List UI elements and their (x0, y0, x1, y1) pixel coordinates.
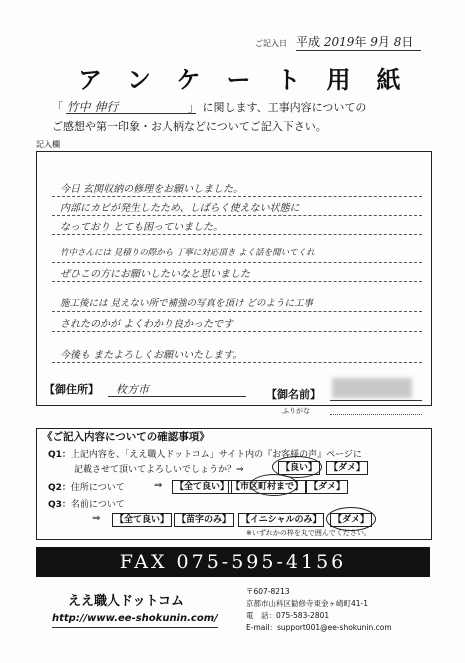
q3-label: Q3： (48, 500, 71, 510)
q1-line-2 (74, 462, 244, 475)
date-day: 8 (393, 35, 402, 49)
entry-label: 記入欄 (36, 140, 60, 149)
name-label: 【御名前】 (266, 388, 321, 401)
q3-option-surname[interactable]: 【苗字のみ】 (174, 513, 234, 527)
q2-arrow: ⇒ (154, 480, 163, 491)
q1-option-no[interactable]: 【ダメ】 (326, 461, 368, 475)
date-year-unit: 年 (354, 35, 367, 49)
q3-text: 名前について (70, 500, 125, 510)
q3-line (48, 497, 125, 510)
entry-line (52, 215, 422, 216)
entry-line (52, 196, 422, 197)
comment-line-4: 竹中さんには 見積りの際から 丁寧に対応頂き よく話を聞いてくれ (60, 248, 315, 258)
intro-name-underline (66, 113, 196, 114)
furigana-label: ふりがな (282, 407, 310, 415)
q2-option-city[interactable]: 【市区町村まで】 (228, 480, 306, 494)
q2-label: Q2： (48, 483, 71, 493)
comment-line-1: 今日 玄関収納の修理をお願いしました。 (60, 184, 244, 195)
company-url[interactable]: http://www.ee-shokunin.com/ (52, 613, 218, 624)
intro-text-1: に関します、工事内容についての (202, 101, 367, 114)
q3-option-initials[interactable]: 【イニシャルのみ】 (238, 513, 324, 527)
date-day-unit: 日 (401, 35, 414, 49)
intro-open-bracket: 「 (52, 101, 63, 114)
furigana-underline (330, 414, 422, 415)
company-name: ええ職人ドットコム (68, 594, 184, 609)
confirm-note: ※いずれかの枠を丸で囲んでください。 (246, 529, 371, 537)
intro-name: 竹中 伸行 (66, 100, 119, 114)
q1-text-2: 記載させて頂いてよろしいでしょうか？⇒ (74, 465, 244, 475)
company-tel: 電 話：075-583-2801 (246, 611, 330, 620)
comment-line-5: ぜひこの方にお願いしたいなと思いました (60, 269, 250, 280)
q3-option-no[interactable]: 【ダメ】 (330, 513, 372, 527)
entry-line (52, 311, 422, 312)
comment-line-3: なっており とても困っていました。 (60, 222, 224, 233)
company-url-underline (52, 627, 218, 628)
entry-line (52, 262, 422, 263)
intro-line-2: ご感想や第一印象・お人柄などについてご記入下さい。 (52, 120, 327, 133)
company-address: 京都市山科区勧修寺東金ヶ崎町41-1 (246, 599, 369, 608)
entry-line (52, 362, 422, 363)
page-title: アンケート用紙 (78, 66, 427, 94)
name-redaction (332, 378, 412, 398)
q2-selection-circle (250, 474, 298, 496)
company-postal: 〒607-8213 (246, 587, 290, 596)
q2-option-no[interactable]: 【ダメ】 (306, 480, 348, 494)
company-email[interactable]: E-mail：support001@ee-shokunin.com (246, 623, 392, 632)
q1-option-yes[interactable]: 【良い】 (278, 461, 320, 475)
comment-line-7: されたのかが よくわかり良かったです (60, 319, 234, 330)
date-label: ご記入日 (255, 39, 287, 48)
q1-label: Q1： (48, 450, 71, 460)
q3-arrow: ⇒ (92, 513, 101, 524)
date-year: 2019 (323, 35, 355, 49)
q1-text-1: 上記内容を、「ええ職人ドットコム」サイト内の『お客様の声』ページに (70, 450, 362, 460)
confirm-heading: 《ご記入内容についての確認事項》 (42, 431, 210, 443)
address-label: 【御住所】 (44, 383, 99, 396)
date-row (296, 33, 413, 50)
q3-option-all[interactable]: 【全て良い】 (112, 513, 172, 527)
comment-line-8: 今後も またよろしくお願いいたします。 (60, 350, 243, 361)
entry-line (52, 234, 422, 235)
q1-line-1 (48, 447, 362, 460)
entry-line (52, 331, 422, 332)
comment-line-6: 施工後には 見えない所で補強の写真を頂け どのように工事 (60, 298, 314, 309)
address-value: 枚方市 (116, 383, 149, 396)
fax-banner: FAX 075-595-4156 (36, 547, 430, 577)
q2-text: 住所について (70, 483, 125, 493)
comment-line-2: 内部にカビが発生したため、しばらく使えない状態に (60, 203, 300, 214)
date-underline (296, 50, 421, 51)
intro-close-bracket: 」 (188, 101, 199, 114)
q2-option-all[interactable]: 【全て良い】 (172, 480, 232, 494)
address-underline (108, 396, 246, 397)
date-month: 9 (370, 35, 378, 49)
date-month-unit: 月 (377, 35, 390, 49)
name-underline (330, 400, 422, 401)
q2-line (48, 480, 125, 493)
date-era: 平成 (296, 35, 321, 49)
entry-line (52, 281, 422, 282)
